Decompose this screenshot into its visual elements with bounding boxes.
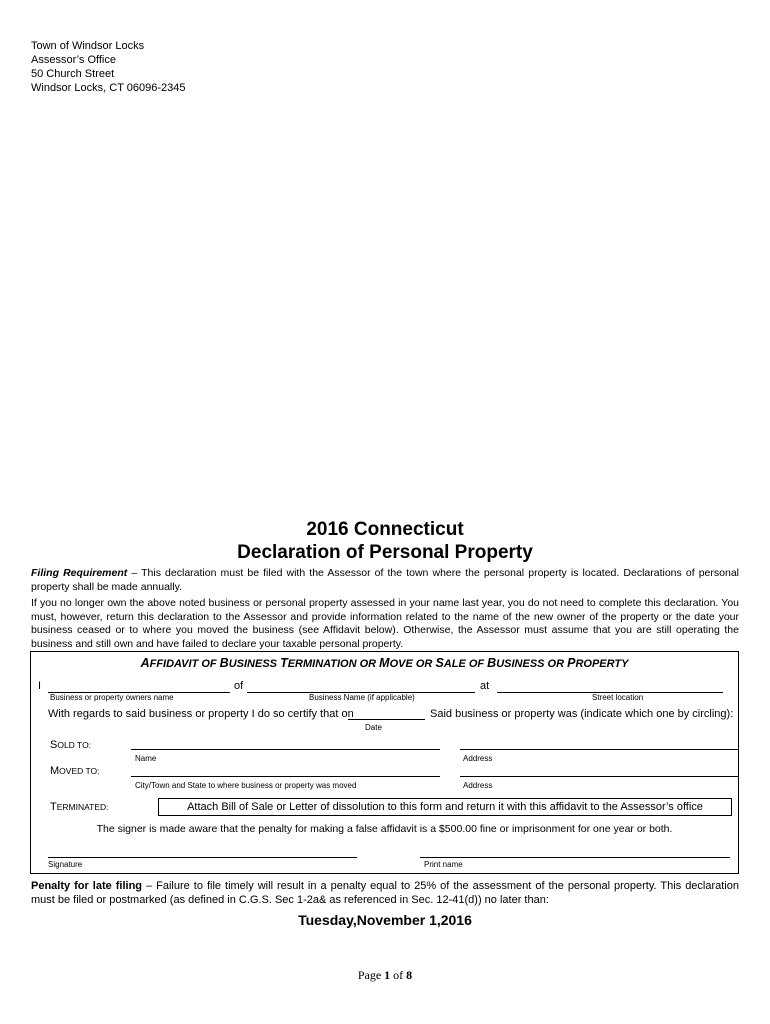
certify-text-suffix: Said business or property was (indicate which one by circling): [430,708,734,720]
caption-print-name: Print name [424,860,463,869]
address-line-city: Windsor Locks, CT 06096-2345 [31,82,186,94]
caption-city-town: City/Town and State to where business or property was moved [135,781,357,790]
address-line-town: Town of Windsor Locks [31,40,145,52]
print-name-field[interactable] [420,857,730,858]
address-line-street: 50 Church Street [31,68,115,80]
no-longer-own-paragraph: If you no longer own the above noted business or personal property assessed in your name last year, you do not need to complete this declaration. You must, however, return this declaration to the Assessor and provide information related to the name of the new owner of the property or the date your business ceased or to where you moved the business (see Affidavit below). Otherwise, the Assessor must assume that you are still operating the business and still own and have failed to declare your taxable personal property. [31,597,739,650]
filing-requirement-label: Filing Requirement [31,567,128,579]
late-filing-paragraph [31,880,739,907]
document-title-year: 2016 Connecticut [306,519,464,540]
sold-to-option[interactable]: SOLD TO: [50,739,92,751]
filing-requirement-text: – This declaration must be filed with the Assessor of the town where the personal property is located. Declarations of personal property shall be made annually. [31,567,739,593]
word-at: at [480,680,490,692]
late-filing-text: – Failure to file timely will result in a penalty equal to 25% of the assessment of the personal property. This declaration must be filed or postmarked (as defined in C.G.S. Sec 1-2a& as referenced in Sec. 12-41(d)) no later than: [31,880,740,906]
caption-date: Date [365,723,382,732]
caption-signature: Signature [48,860,83,869]
buyer-address-field[interactable] [460,749,739,750]
certify-text-prefix: With regards to said business or property I do so certify that on [48,708,354,720]
caption-business-name: Business Name (if applicable) [309,693,415,702]
affidavit-title: AFFIDAVIT OF BUSINESS TERMINATION OR MOVE OR SALE OF BUSINESS OR PROPERTY [140,656,629,670]
moved-address-field[interactable] [460,776,739,777]
word-i: I [38,680,42,692]
affidavit-box [30,651,739,874]
word-of: of [234,680,244,692]
filing-requirement-paragraph [31,567,739,594]
signature-field[interactable] [48,857,357,858]
caption-address-1: Address [463,754,493,763]
terminated-option[interactable]: TERMINATED: [50,801,109,813]
moved-to-option[interactable]: MOVED TO: [50,765,100,777]
caption-name: Name [135,754,157,763]
caption-street-location: Street location [592,693,644,702]
date-field[interactable] [348,719,425,720]
attach-instructions-box: Attach Bill of Sale or Letter of dissolution to this form and return it with this affidavit to the Assessor’s office [158,798,732,816]
address-line-office: Assessor’s Office [31,54,116,66]
moved-city-field[interactable] [131,776,440,777]
document-title-main: Declaration of Personal Property [237,542,533,563]
buyer-name-field[interactable] [131,749,440,750]
caption-owner-name: Business or property owners name [50,693,174,702]
false-affidavit-penalty-notice: The signer is made aware that the penalty for making a false affidavit is a $500.00 fine or imprisonment for one year or both. [96,823,673,835]
page-number: Page 1 of 8 [357,968,413,982]
assessor-address-block [31,39,186,95]
filing-deadline: Tuesday,November 1,2016 [298,912,472,928]
caption-address-2: Address [463,781,493,790]
late-filing-label: Penalty for late filing [31,880,143,892]
